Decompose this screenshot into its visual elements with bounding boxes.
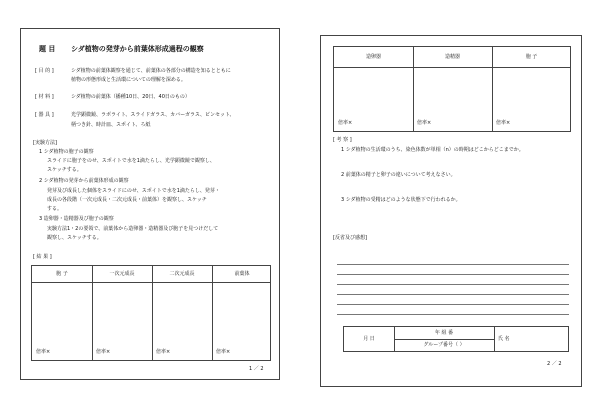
method-label: [実験方法] [33, 140, 57, 146]
magnification-label: 倍率× [417, 120, 432, 126]
group-label: グループ番号（ ） [423, 342, 465, 348]
magnification-label: 倍率× [496, 120, 511, 126]
purpose-label: [ 目 的 ] [35, 68, 54, 74]
materials-label: [ 材 料 ] [35, 94, 54, 100]
writing-line [337, 274, 569, 275]
writing-line [337, 314, 569, 315]
writing-line [337, 264, 569, 265]
magnification-label: 倍率× [36, 349, 51, 355]
writing-line [337, 284, 569, 285]
method-line: スケッチする。 [47, 167, 82, 173]
method-line: 観察し、スケッチする。 [47, 235, 102, 241]
results-header: 一次元成長 [109, 271, 135, 277]
method-line: スライドに胞子をのせ、スポイトで水を1滴たらし、光学顕微鏡で観察し、 [47, 158, 215, 164]
title-label: 題 目 [39, 45, 56, 53]
class-label: 年 組 番 [434, 330, 454, 336]
results-header: 胞 子 [56, 271, 68, 277]
method-step: 3 造卵器・造精器及び胞子の観察 [39, 216, 114, 222]
equipment-label: [ 器 具 ] [35, 112, 54, 118]
magnification-label: 倍率× [96, 349, 111, 355]
equipment-line: 光学顕微鏡、ラボライト、スライドガラス、カバーガラス、ピンセット、 [71, 112, 235, 118]
discussion-question: 1 シダ植物の生活環のうち、染色体数が単相（n）の時期はどこからどこまでか。 [341, 147, 524, 153]
method-line: 発芽及び成長した個体をスライドにのせ、スポイトで水を1滴たらし、発芽・ [47, 188, 220, 194]
results-header: 前葉体 [234, 271, 250, 277]
method-line: 実験方法1・2の要領で、前葉体から造卵器・造精器及び胞子を見つけだして [47, 226, 219, 232]
observation-header: 造卵器 [365, 54, 381, 60]
page-number: 2 ／ 2 [547, 361, 562, 367]
results-table [31, 265, 271, 361]
magnification-label: 倍率× [156, 349, 171, 355]
page-title: シダ植物の発芽から前葉体形成過程の観察 [71, 45, 204, 53]
method-line: する。 [47, 206, 63, 212]
impressions-label: [反省及び感想] [333, 235, 367, 241]
page-number: 1 ／ 2 [249, 366, 264, 372]
worksheet-page-1 [20, 28, 280, 380]
student-info-box [343, 326, 569, 352]
magnification-label: 倍率× [338, 120, 353, 126]
results-header: 二次元成長 [169, 271, 195, 277]
writing-line [337, 304, 569, 305]
purpose-line: 植物の形態形成と生活環についての理解を深める。 [71, 77, 186, 83]
observation-header: 胞 子 [525, 54, 538, 60]
method-step: 2 シダ植物の発芽から前葉体形成の観察 [39, 178, 129, 184]
method-line: 成長の各段階（一次元成長・二次元成長・前葉体）を観察し、スケッチ [47, 197, 207, 203]
date-label: 月 日 [363, 336, 375, 342]
observation-table [333, 46, 571, 132]
name-label: 氏 名 [498, 336, 510, 342]
discussion-label: [ 考 察 ] [333, 137, 352, 143]
writing-line [337, 294, 569, 295]
results-label: [ 結 果 ] [33, 254, 52, 260]
worksheet-page-2 [320, 35, 582, 387]
discussion-question: 2 前葉体の精子と卵子の違いについて考えなさい。 [341, 172, 456, 178]
magnification-label: 倍率× [216, 349, 231, 355]
observation-header: 造精器 [444, 54, 460, 60]
equipment-line: 柄つき針、時計皿、スポイト、ろ紙 [71, 122, 151, 128]
purpose-line: シダ植物の前葉体観察を通じて、前葉体の各部分の構造を知るとともに [71, 68, 231, 74]
materials-text: シダ植物の前葉体（播種10日、20日、40日のもの） [71, 94, 190, 100]
method-step: 1 シダ植物の胞子の観察 [39, 149, 94, 155]
discussion-question: 3 シダ植物の受精はどのような状態下で行われるか。 [341, 197, 461, 203]
